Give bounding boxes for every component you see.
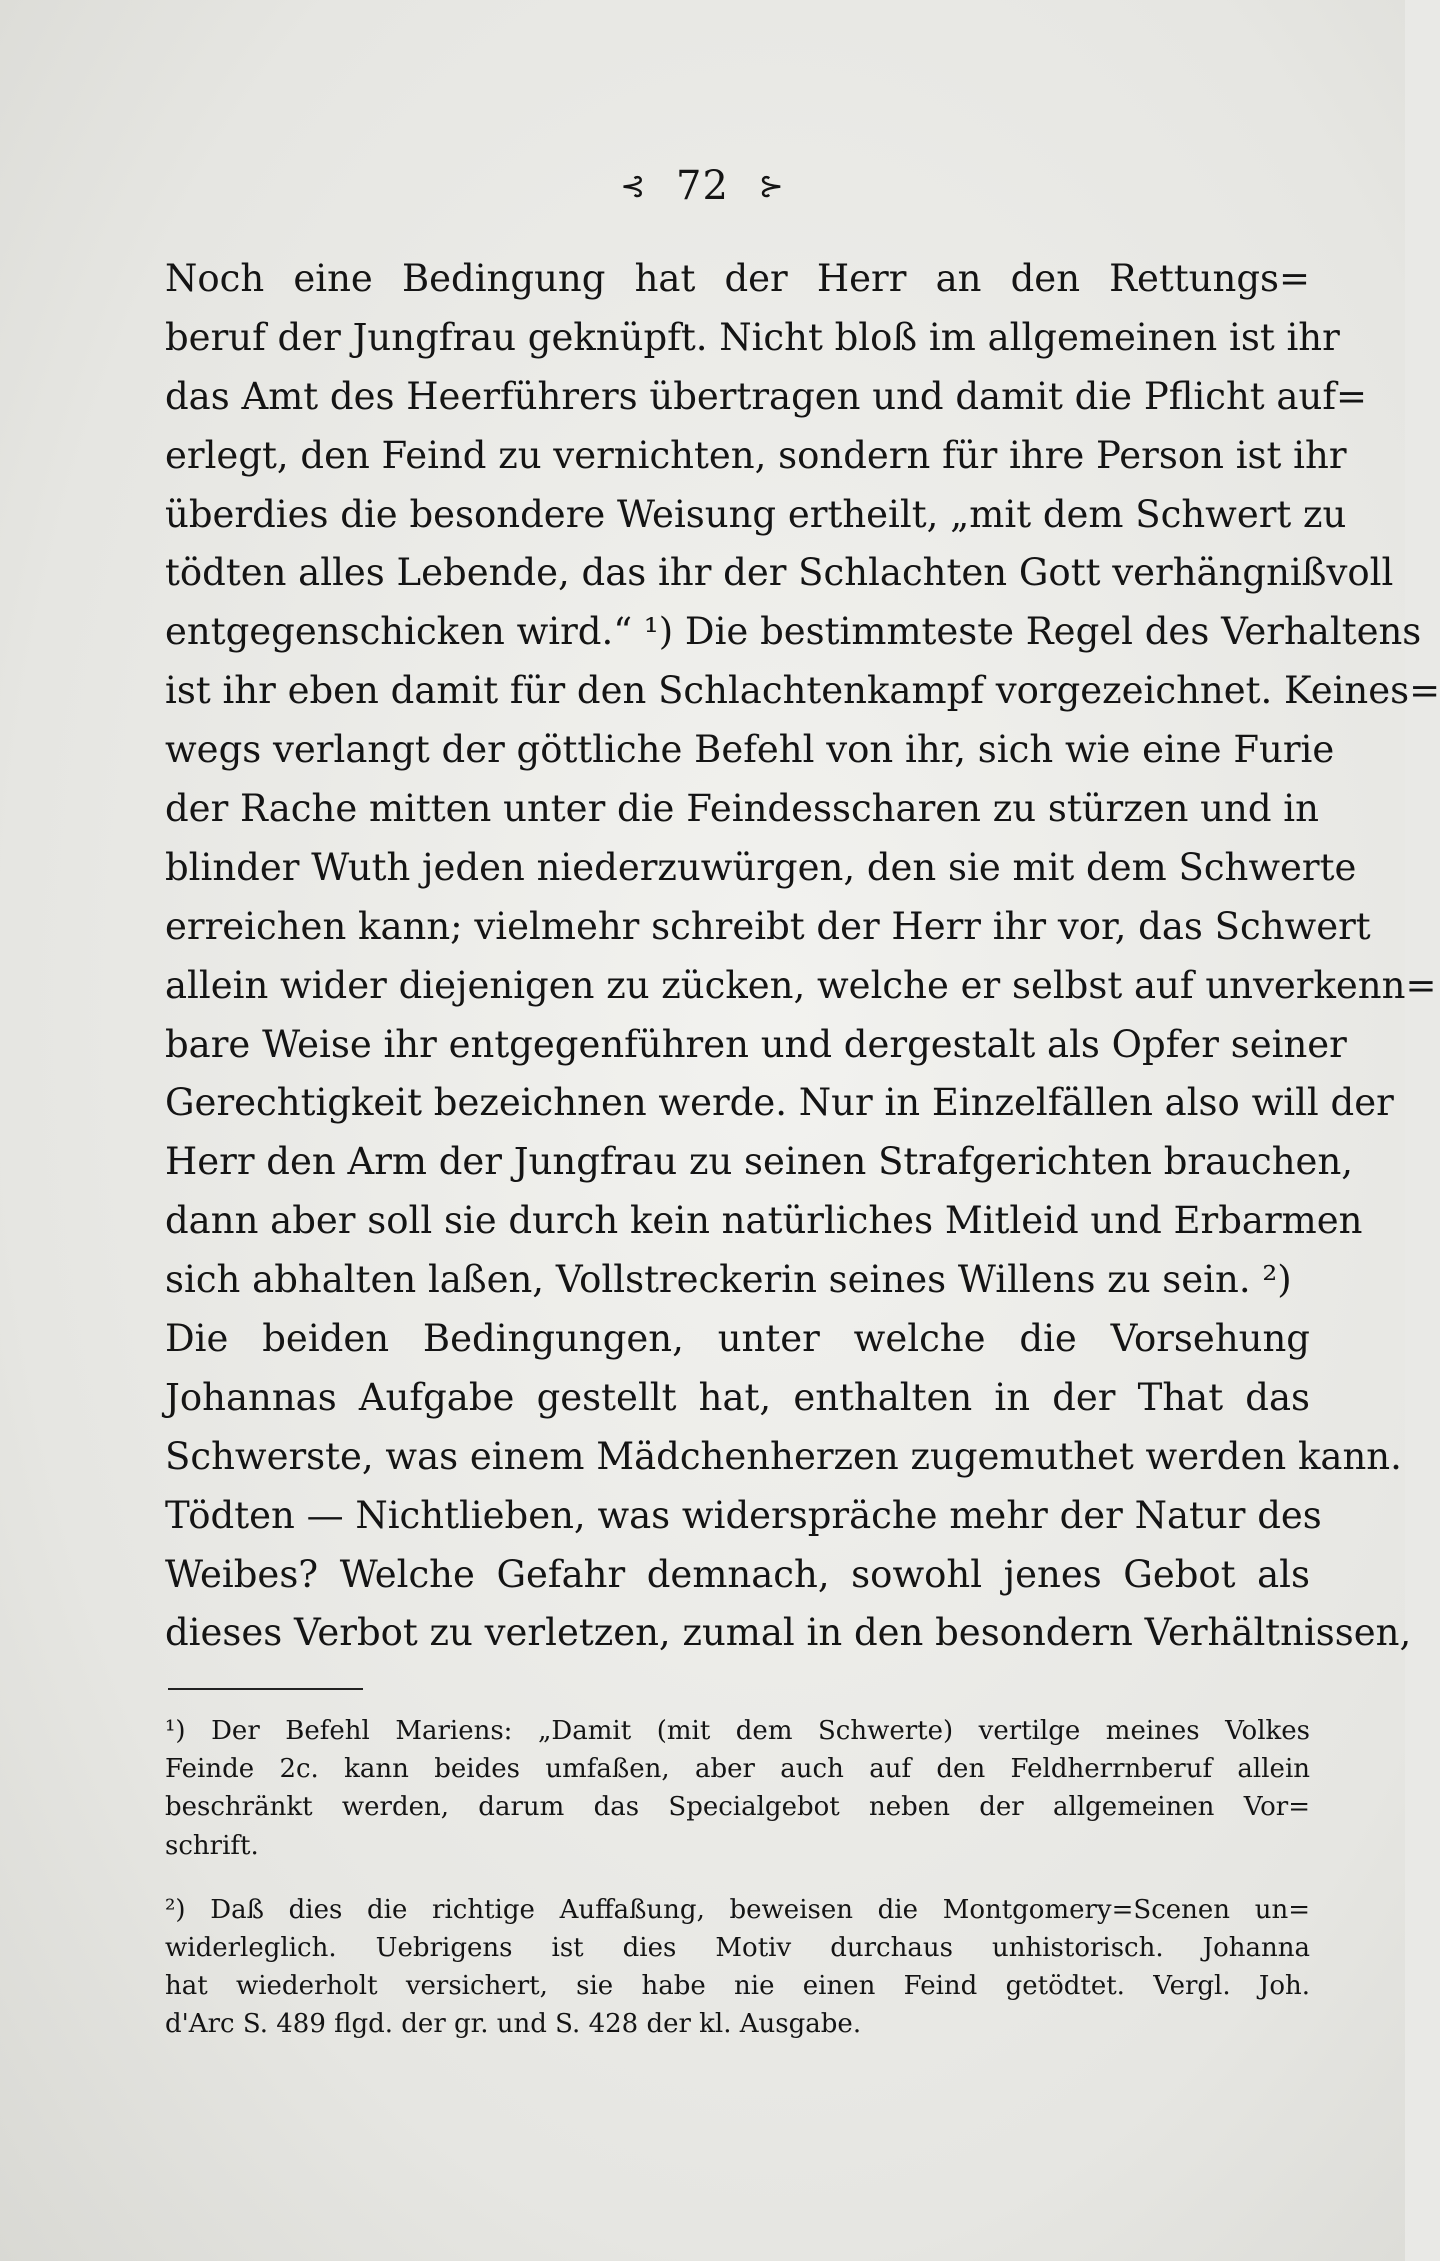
page-header <box>0 160 1405 209</box>
body-line: Tödten — Nichtlieben, was widerspräche mehr der Natur des <box>165 1493 1322 1537</box>
body-text <box>165 250 1440 1663</box>
body-line: entgegenschicken wird.“ ¹) Die bestimmteste Regel des Verhaltens <box>165 610 1422 654</box>
footnote-line: ²) Daß dies die richtige Auffaßung, beweisen die Montgomery=Scenen un= <box>165 1894 1310 1925</box>
body-line: blinder Wuth jeden niederzuwürgen, den sie mit dem Schwerte <box>165 845 1357 889</box>
body-line: Johannas Aufgabe gestellt hat, enthalten in der That das <box>165 1375 1310 1419</box>
body-line: Noch eine Bedingung hat der Herr an den Rettungs= <box>165 257 1310 300</box>
body-line: Die beiden Bedingungen, unter welche die Vorsehung <box>165 1317 1310 1361</box>
body-line: Herr den Arm der Jungfrau zu seinen Strafgerichten brauchen, <box>165 1140 1354 1184</box>
body-line: erlegt, den Feind zu vernichten, sondern für ihre Person ist ihr <box>165 433 1347 477</box>
footnote-line: ¹) Der Befehl Mariens: „Damit (mit dem Schwerte) vertilge meines Volkes <box>165 1716 1310 1746</box>
body-line: allein wider diejenigen zu zücken, welche er selbst auf unverkenn= <box>165 963 1437 1007</box>
body-line: ist ihr eben damit für den Schlachtenkampf vorgezeichnet. Keines= <box>165 669 1440 713</box>
body-line: Schwerste, was einem Mädchenherzen zugemuthet werden kann. <box>165 1434 1402 1478</box>
body-line: der Rache mitten unter die Feindesscharen zu stürzen und in <box>165 787 1319 831</box>
footnote-1 <box>165 1712 1310 1865</box>
body-line: dann aber soll sie durch kein natürliches Mitleid und Erbarmen <box>165 1199 1363 1243</box>
body-line: wegs verlangt der göttliche Befehl von ihr, sich wie eine Furie <box>165 728 1335 772</box>
body-line: beruf der Jungfrau geknüpft. Nicht bloß im allgemeinen ist ihr <box>165 315 1340 359</box>
body-line: das Amt des Heerführers übertragen und damit die Pflicht auf= <box>165 374 1368 418</box>
footnote-line: beschränkt werden, darum das Specialgebot neben der allgemeinen Vor= <box>165 1792 1310 1823</box>
body-line: dieses Verbot zu verletzen, zumal in den besondern Verhältnissen, <box>165 1611 1412 1655</box>
footnotes <box>165 1712 1310 2070</box>
footnote-separator <box>168 1688 363 1690</box>
page-number: 72 <box>676 163 729 209</box>
footnote-line: schrift. <box>165 1830 259 1861</box>
body-line: bare Weise ihr entgegenführen und dergestalt als Opfer seiner <box>165 1022 1347 1066</box>
body-line: überdies die besondere Weisung ertheilt, „mit dem Schwert zu <box>165 492 1347 536</box>
right-ornament-icon: ⊱ <box>758 168 785 204</box>
body-line: sich abhalten laßen, Vollstreckerin seines Willens zu sein. ²) <box>165 1258 1292 1302</box>
footnote-line: Feinde 2c. kann beides umfaßen, aber auch auf den Feldherrnberuf allein <box>165 1754 1310 1785</box>
footnote-2 <box>165 1891 1310 2044</box>
body-line: tödten alles Lebende, das ihr der Schlachten Gott verhängnißvoll <box>165 551 1394 595</box>
left-ornament-icon: ⊰ <box>620 168 647 204</box>
footnote-line: widerleglich. Uebrigens ist dies Motiv durchaus unhistorisch. Johanna <box>165 1932 1310 1963</box>
body-line: erreichen kann; vielmehr schreibt der Herr ihr vor, das Schwert <box>165 904 1371 948</box>
footnote-line: hat wiederholt versichert, sie habe nie einen Feind getödtet. Vergl. Joh. <box>165 1971 1310 2002</box>
body-line: Weibes? Welche Gefahr demnach, sowohl jenes Gebot als <box>165 1552 1310 1596</box>
footnote-line: d'Arc S. 489 flgd. der gr. und S. 428 der kl. Ausgabe. <box>165 2009 862 2040</box>
body-line: Gerechtigkeit bezeichnen werde. Nur in Einzelfällen also will der <box>165 1081 1394 1125</box>
